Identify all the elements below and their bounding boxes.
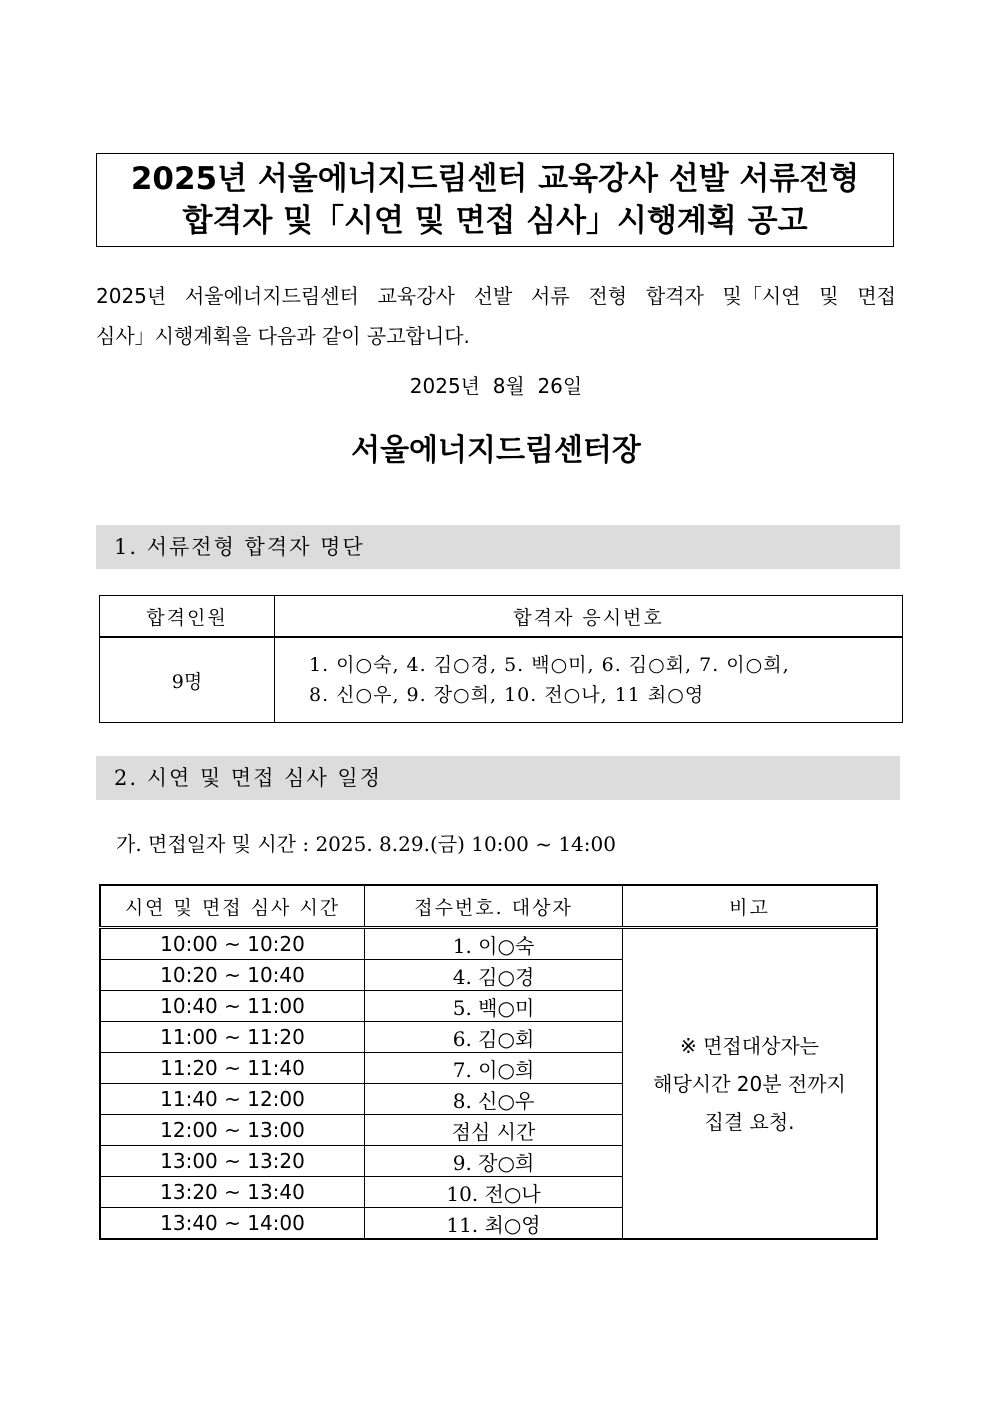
header-count: 합격인원 <box>100 596 275 638</box>
intro-word: 및「시연 <box>722 284 801 308</box>
slot-applicant: 9. 장○희 <box>365 1146 623 1177</box>
intro-word: 면접 <box>857 284 896 308</box>
intro-word: 합격자 <box>645 284 704 308</box>
intro-paragraph <box>96 276 896 356</box>
slot-time: 10:20 ~ 10:40 <box>100 960 365 991</box>
section2-heading: 2. 시연 및 면접 심사 일정 <box>96 756 900 800</box>
header-remarks: 비고 <box>623 885 878 928</box>
slot-time: 12:00 ~ 13:00 <box>100 1115 365 1146</box>
intro-word: 전형 <box>588 284 628 308</box>
slot-time: 10:40 ~ 11:00 <box>100 991 365 1022</box>
slot-applicant: 10. 전○나 <box>365 1177 623 1208</box>
intro-line2: 심사」시행계획을 다음과 같이 공고합니다. <box>96 324 470 348</box>
notice-title-box <box>96 153 894 247</box>
header-time: 시연 및 면접 심사 시간 <box>100 885 365 928</box>
intro-word: 교육강사 <box>377 284 455 308</box>
notice-date: 2025년 8월 26일 <box>409 374 583 398</box>
table-row <box>100 637 903 723</box>
passer-count: 9명 <box>100 637 275 723</box>
table-row <box>100 928 877 960</box>
intro-word: 및 <box>819 284 839 308</box>
header-applicant: 접수번호. 대상자 <box>365 885 623 928</box>
intro-word: 서울에너지드림센터 <box>184 284 359 308</box>
slot-applicant: 1. 이○숙 <box>365 928 623 960</box>
table-header-row <box>100 596 903 638</box>
table-header-row <box>100 885 877 928</box>
slot-applicant: 5. 백○미 <box>365 991 623 1022</box>
organization-name: 서울에너지드림센터장 <box>351 433 641 468</box>
remarks-line3: 집결 요청. <box>704 1109 795 1134</box>
slot-applicant: 4. 김○경 <box>365 960 623 991</box>
slot-time: 11:40 ~ 12:00 <box>100 1084 365 1115</box>
notice-title-line2: 합격자 및「시연 및 면접 심사」시행계획 공고 <box>182 203 808 239</box>
passers-table <box>99 595 903 723</box>
intro-word: 서류 <box>531 284 570 308</box>
slot-time: 13:00 ~ 13:20 <box>100 1146 365 1177</box>
section1-heading: 1. 서류전형 합격자 명단 <box>96 525 900 569</box>
slot-applicant: 11. 최○영 <box>365 1208 623 1240</box>
header-numbers: 합격자 응시번호 <box>275 596 903 638</box>
slot-applicant: 8. 신○우 <box>365 1084 623 1115</box>
interview-date-time: 가. 면접일자 및 시간 : 2025. 8.29.(금) 10:00 ~ 14:00 <box>116 832 616 856</box>
intro-word: 선발 <box>473 284 513 308</box>
slot-applicant: 7. 이○희 <box>365 1053 623 1084</box>
slot-time: 13:20 ~ 13:40 <box>100 1177 365 1208</box>
intro-line1 <box>96 276 896 316</box>
schedule-table <box>99 884 878 1240</box>
passer-list-line2: 8. 신○우, 9. 장○희, 10. 전○나, 11 최○영 <box>309 684 705 706</box>
remarks-note <box>623 928 878 1240</box>
remarks-line1: ※ 면접대상자는 <box>679 1033 820 1058</box>
slot-time: 13:40 ~ 14:00 <box>100 1208 365 1240</box>
slot-time: 10:00 ~ 10:20 <box>100 928 365 960</box>
slot-applicant: 점심 시간 <box>365 1115 623 1146</box>
notice-title-line1: 2025년 서울에너지드림센터 교육강사 선발 서류전형 <box>130 161 860 197</box>
intro-word: 2025년 <box>96 284 167 308</box>
slot-time: 11:00 ~ 11:20 <box>100 1022 365 1053</box>
slot-time: 11:20 ~ 11:40 <box>100 1053 365 1084</box>
slot-applicant: 6. 김○회 <box>365 1022 623 1053</box>
passer-list-line1: 1. 이○숙, 4. 김○경, 5. 백○미, 6. 김○회, 7. 이○희, <box>309 654 790 676</box>
passer-list <box>275 637 903 723</box>
remarks-line2: 해당시간 20분 전까지 <box>653 1071 846 1096</box>
